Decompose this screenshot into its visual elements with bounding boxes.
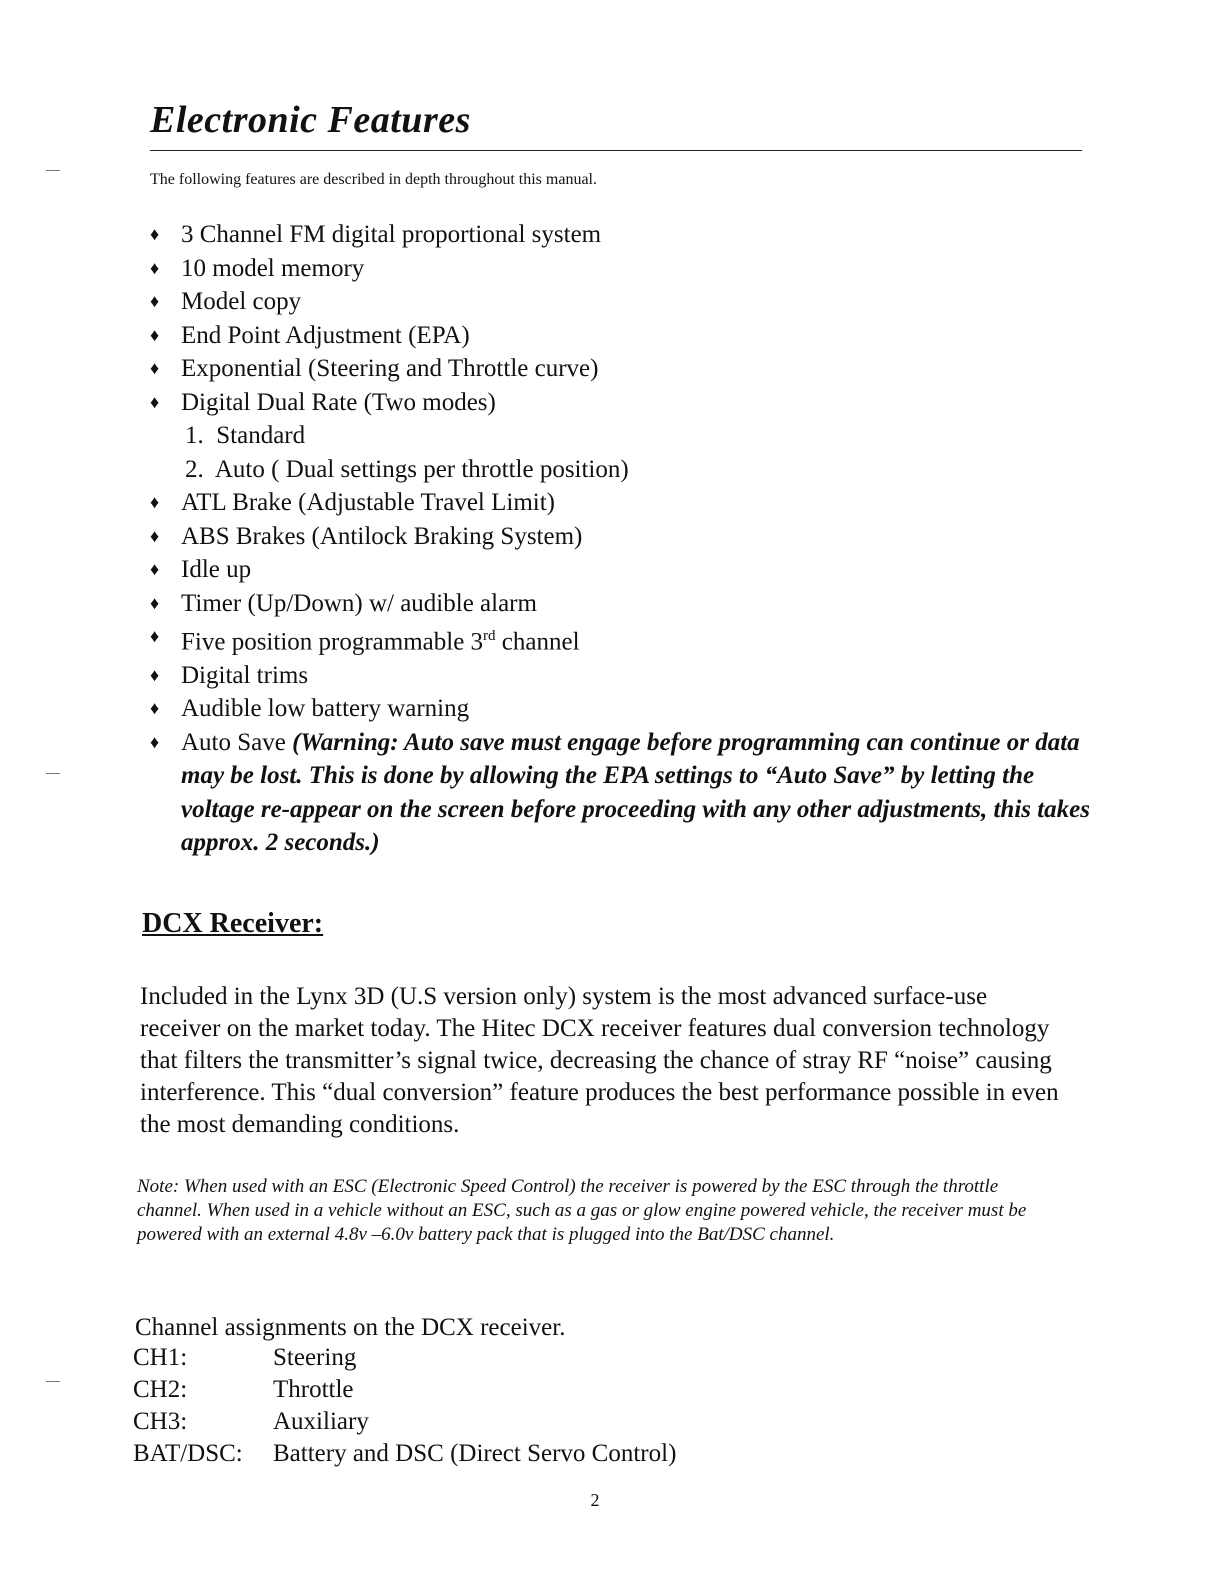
feature-text: Audible low battery warning	[181, 695, 470, 723]
feature-subitem	[150, 419, 1090, 453]
feature-item	[150, 726, 1090, 860]
feature-text: Five position programmable 3	[181, 628, 484, 656]
diamond-bullet-icon: ♦	[150, 559, 160, 579]
feature-item	[150, 520, 1090, 554]
title-divider	[150, 150, 1082, 151]
feature-text: Exponential (Steering and Throttle curve)	[181, 355, 599, 382]
diamond-bullet-icon: ♦	[150, 626, 160, 646]
feature-item	[150, 692, 1090, 726]
feature-item	[150, 319, 1090, 353]
margin-mark	[46, 1381, 60, 1382]
feature-text: 10 model memory	[181, 254, 365, 282]
channel-code: CH1:	[133, 1344, 188, 1371]
diamond-bullet-icon: ♦	[150, 664, 160, 685]
page-title: Electronic Features	[150, 99, 471, 141]
channel-code: BAT/DSC:	[133, 1440, 243, 1467]
diamond-bullet-icon: ♦	[150, 224, 160, 244]
diamond-bullet-icon: ♦	[150, 592, 160, 613]
diamond-bullet-icon: ♦	[150, 391, 160, 412]
feature-text: Auto Save	[181, 728, 293, 756]
subitem-number: 2.	[185, 455, 204, 483]
feature-subitem	[150, 453, 1090, 487]
receiver-paragraph: Included in the Lynx 3D (U.S version only) system is the most advanced surface-use receiver on the market today. The Hitec DCX receiver features dual conversion technology that filters the transmitter’s signal twice, decreasing the chance of stray RF “noise” causing interference. This “dual conversion” feature produces the best performance possible in even the most demanding conditions.	[140, 983, 1059, 1138]
feature-item	[150, 486, 1090, 520]
diamond-bullet-icon: ♦	[150, 698, 160, 719]
subitem-number: 1.	[185, 422, 204, 449]
margin-mark	[46, 773, 60, 774]
diamond-bullet-icon: ♦	[150, 257, 160, 278]
diamond-bullet-icon: ♦	[150, 525, 160, 546]
feature-text: Timer (Up/Down) w/ audible alarm	[181, 589, 537, 617]
diamond-bullet-icon: ♦	[150, 324, 160, 345]
feature-text: ABS Brakes (Antilock Braking System)	[181, 522, 583, 550]
channel-name: Throttle	[273, 1376, 354, 1403]
feature-item	[150, 620, 1090, 659]
diamond-bullet-icon: ♦	[150, 291, 160, 311]
channel-row	[133, 1376, 676, 1408]
feature-item	[150, 218, 1090, 252]
intro-text: The following features are described in depth throughout this manual.	[150, 171, 597, 188]
channel-code: CH2:	[133, 1376, 188, 1403]
diamond-bullet-icon: ♦	[150, 492, 160, 512]
channel-code: CH3:	[133, 1408, 188, 1435]
feature-text: Standard	[216, 422, 306, 449]
feature-text: Digital Dual Rate (Two modes)	[181, 388, 496, 416]
feature-text: 3 Channel FM digital proportional system	[181, 221, 602, 248]
diamond-bullet-icon: ♦	[150, 731, 160, 752]
channel-table	[133, 1344, 676, 1472]
channel-name: Battery and DSC (Direct Servo Control)	[273, 1440, 677, 1467]
channel-name: Auxiliary	[273, 1408, 369, 1435]
receiver-heading: DCX Receiver:	[142, 908, 324, 939]
feature-item	[150, 252, 1090, 286]
channel-row	[133, 1408, 676, 1440]
feature-text: End Point Adjustment (EPA)	[181, 321, 470, 349]
feature-item	[150, 386, 1090, 420]
feature-item	[150, 587, 1090, 621]
feature-item	[150, 285, 1090, 319]
feature-text: Digital trims	[181, 661, 309, 689]
feature-item	[150, 352, 1090, 386]
ordinal-suffix: rd	[483, 628, 496, 644]
feature-text: Model copy	[181, 288, 302, 315]
feature-text: ATL Brake (Adjustable Travel Limit)	[181, 489, 556, 516]
feature-item	[150, 553, 1090, 587]
feature-text: Auto ( Dual settings per throttle position)	[214, 455, 629, 483]
channels-title: Channel assignments on the DCX receiver.	[135, 1314, 566, 1341]
diamond-bullet-icon: ♦	[150, 358, 160, 378]
channel-name: Steering	[273, 1344, 357, 1371]
receiver-note: Note: When used with an ESC (Electronic Speed Control) the receiver is powered by the ESC through the throttle channel. When used in a vehicle without an ESC, such as a gas or glow engine powered vehicle, the receiver must be powered with an external 4.8v –6.0v battery pack that is plugged into the Bat/DSC channel.	[137, 1176, 1027, 1245]
channel-row	[133, 1344, 676, 1376]
page-number: 2	[590, 1490, 600, 1510]
feature-text-suffix: channel	[495, 628, 580, 656]
channel-row	[133, 1440, 676, 1472]
feature-item	[150, 659, 1090, 693]
feature-text: Idle up	[181, 556, 252, 583]
auto-save-warning: (Warning: Auto save must engage before programming can continue or data may be lost. This is done by allowing the EPA settings to “Auto Save” by letting the voltage re-appear on the screen before proceeding with any other adjustments, this takes approx. 2 seconds.)	[181, 728, 1091, 857]
margin-mark	[46, 170, 60, 171]
feature-list	[150, 218, 1090, 860]
